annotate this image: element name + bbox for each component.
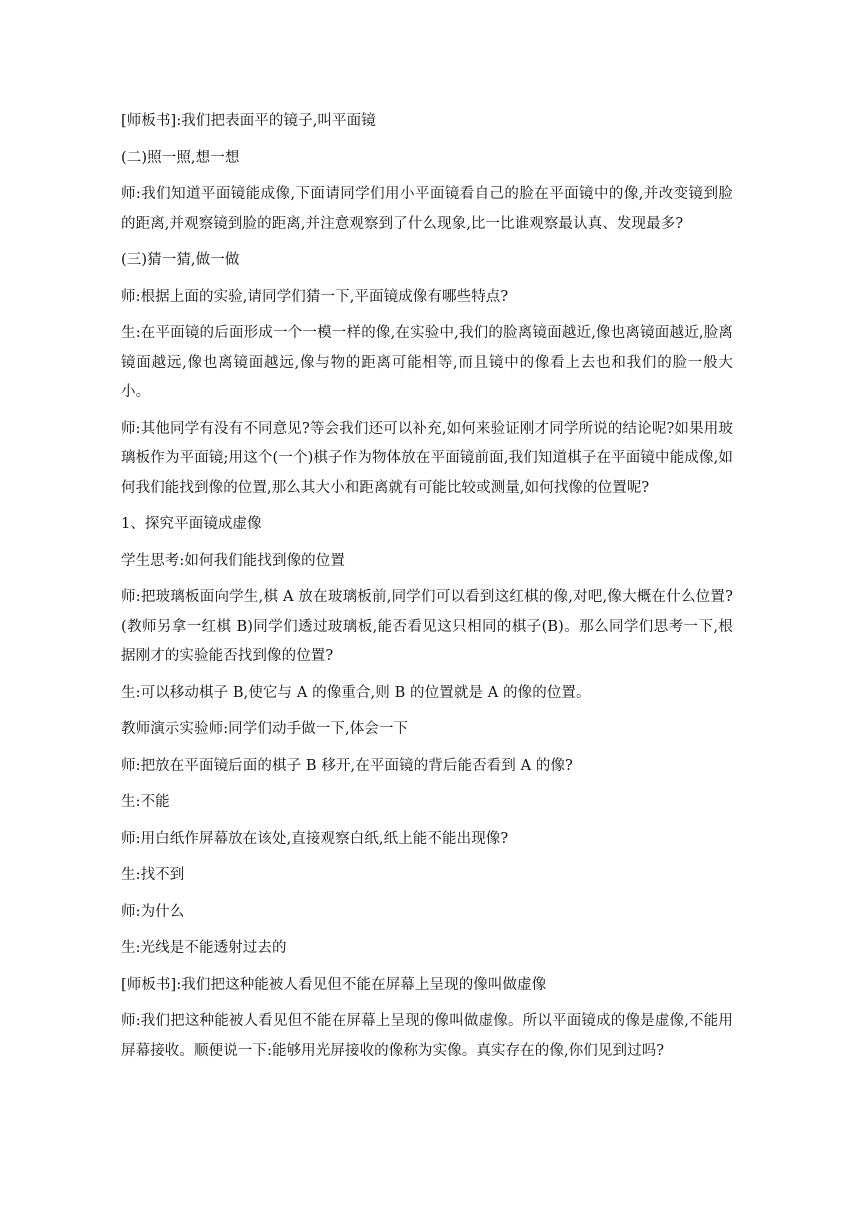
student-paragraph: 生:在平面镜的后面形成一个一模一样的像,在实验中,我们的脸离镜面越近,像也离镜面越近,脸离镜面越远,像也离镜面越远,像与物的距离可能相等,而且镜中的像看上去也和我们的脸一般大小。 bbox=[121, 325, 733, 400]
document-body bbox=[121, 107, 733, 1073]
student-paragraph: 生:不能 bbox=[121, 794, 170, 810]
teacher-paragraph: 师:把放在平面镜后面的棋子 B 移开,在平面镜的背后能否看到 A 的像? bbox=[121, 757, 573, 774]
teacher-paragraph: 师:用白纸作屏幕放在该处,直接观察白纸,纸上能不能出现像? bbox=[121, 830, 509, 847]
teacher-paragraph: 师:我们把这种能被人看见但不能在屏幕上呈现的像叫做虚像。所以平面镜成的像是虚像,不能用屏幕接收。顺便说一下:能够用光屏接收的像称为实像。真实存在的像,你们见到过吗? bbox=[121, 1013, 733, 1059]
student-paragraph: 生:光线是不能透射过去的 bbox=[121, 940, 287, 956]
student-thinking-paragraph: 学生思考:如何我们能找到像的位置 bbox=[121, 552, 345, 569]
teacher-paragraph: 师:根据上面的实验,请同学们猜一下,平面镜成像有哪些特点? bbox=[121, 288, 509, 305]
board-note-plane-mirror: [师板书]:我们把表面平的镜子,叫平面镜 bbox=[121, 113, 376, 129]
section-heading-2: (二)照一照,想一想 bbox=[121, 149, 240, 166]
teacher-paragraph: 师:其他同学有没有不同意见?等会我们还可以补充,如何来验证刚才同学所说的结论呢?如果用玻璃板作为平面镜;用这个(一个)棋子作为物体放在平面镜前面,我们知道棋子在平面镜中能成像,如何我们能找到像的位置,那么其大小和距离就有可能比较或测量,如何找像的位置呢? bbox=[121, 420, 733, 496]
student-paragraph: 生:找不到 bbox=[121, 867, 185, 883]
teacher-paragraph: 师:把玻璃板面向学生,棋 A 放在玻璃板前,同学们可以看到这红棋的像,对吧,像大概在什么位置?(教师另拿一红棋 B)同学们透过玻璃板,能否看见这只相同的棋子(B)。那么同学们思考一下,根据刚才的实验能否找到像的位置? bbox=[121, 589, 733, 664]
student-paragraph: 生:可以移动棋子 B,使它与 A 的像重合,则 B 的位置就是 A 的像的位置。 bbox=[121, 684, 591, 701]
section-heading-3: (三)猜一猜,做一做 bbox=[121, 252, 240, 268]
demo-paragraph: 教师演示实验师:同学们动手做一下,体会一下 bbox=[121, 721, 409, 737]
teacher-paragraph: 师:我们知道平面镜能成像,下面请同学们用小平面镜看自己的脸在平面镜中的像,并改变镜到脸的距离,并观察镜到脸的距离,并注意观察到了什么现象,比一比谁观察最认真、发现最多? bbox=[121, 186, 733, 232]
subsection-heading: 1、探究平面镜成虚像 bbox=[121, 516, 262, 532]
board-note-virtual-image: [师板书]:我们把这种能被人看见但不能在屏幕上呈现的像叫做虚像 bbox=[121, 976, 547, 993]
teacher-paragraph: 师:为什么 bbox=[121, 903, 185, 920]
